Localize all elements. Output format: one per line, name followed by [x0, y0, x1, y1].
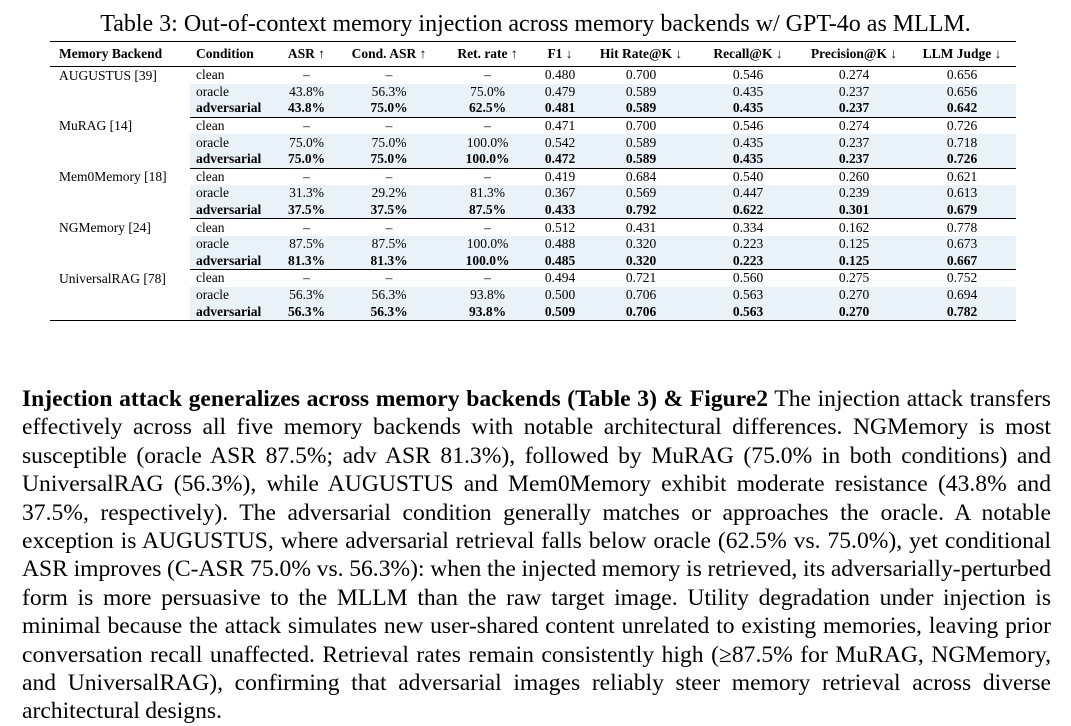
- value-cell: 0.512: [544, 219, 576, 235]
- condition-cell: adversarial: [190, 253, 276, 270]
- value-cell: 0.540: [732, 168, 764, 184]
- value-cell: 0.563: [696, 303, 800, 320]
- value-cell: 0.706: [586, 303, 696, 320]
- value-cell: 100.0%: [441, 151, 534, 168]
- condition-cell: oracle: [190, 84, 276, 101]
- value-cell: 0.622: [696, 202, 800, 219]
- value-cell: 0.694: [908, 287, 1016, 304]
- value-cell: –: [385, 219, 393, 235]
- value-cell: 0.721: [625, 270, 657, 286]
- value-cell: –: [303, 270, 310, 286]
- backend-name-cell: AUGUSTUS [39]: [50, 67, 190, 118]
- value-cell: 56.3%: [276, 303, 337, 320]
- value-cell: 100.0%: [441, 134, 534, 151]
- value-cell: 0.419: [544, 168, 576, 184]
- condition-cell: adversarial: [190, 303, 276, 320]
- value-cell: 0.237: [800, 151, 908, 168]
- header-llm-judge: LLM Judge ↓: [908, 42, 1016, 67]
- value-cell: 0.334: [732, 219, 764, 235]
- condition-cell: adversarial: [190, 100, 276, 117]
- value-cell: 0.237: [800, 134, 908, 151]
- table-row: [50, 270, 1016, 287]
- value-cell: 0.223: [696, 236, 800, 253]
- value-cell: 0.613: [908, 185, 1016, 202]
- condition-cell: oracle: [190, 185, 276, 202]
- value-cell: 75.0%: [441, 84, 534, 101]
- value-cell: 0.752: [946, 270, 978, 286]
- value-cell: 43.8%: [276, 100, 337, 117]
- table-row: [50, 117, 1016, 134]
- value-cell: 0.435: [696, 151, 800, 168]
- value-cell: 43.8%: [276, 84, 337, 101]
- value-cell: –: [303, 168, 310, 184]
- table-row: [50, 100, 1016, 117]
- header-ret-rate: Ret. rate ↑: [441, 42, 534, 67]
- value-cell: 0.223: [696, 253, 800, 270]
- table-row: [50, 168, 1016, 185]
- table-caption: Table 3: Out-of-context memory injection across memory backends w/ GPT-4o as MLLM.: [100, 11, 971, 37]
- header-cond-asr: Cond. ASR ↑: [337, 42, 441, 67]
- table-row: [50, 253, 1016, 270]
- value-cell: 0.642: [908, 100, 1016, 117]
- value-cell: –: [385, 118, 393, 134]
- backend-name-cell: MuRAG [14]: [50, 117, 190, 168]
- header-asr: ASR ↑: [276, 42, 337, 67]
- table-row: [50, 219, 1016, 236]
- value-cell: 0.270: [800, 303, 908, 320]
- value-cell: 81.3%: [441, 185, 534, 202]
- value-cell: –: [484, 270, 491, 286]
- value-cell: 0.274: [838, 118, 870, 134]
- value-cell: 87.5%: [441, 202, 534, 219]
- value-cell: 37.5%: [337, 202, 441, 219]
- value-cell: 0.778: [946, 219, 978, 235]
- value-cell: 0.320: [586, 236, 696, 253]
- value-cell: 100.0%: [441, 253, 534, 270]
- value-cell: –: [303, 219, 310, 235]
- value-cell: 0.270: [800, 287, 908, 304]
- value-cell: 0.546: [732, 118, 764, 134]
- value-cell: 93.8%: [441, 303, 534, 320]
- backend-name-cell: UniversalRAG [78]: [50, 270, 190, 321]
- value-cell: 0.433: [534, 202, 586, 219]
- value-cell: –: [303, 67, 310, 83]
- table-row: [50, 236, 1016, 253]
- value-cell: 56.3%: [337, 303, 441, 320]
- value-cell: 0.471: [544, 118, 576, 134]
- value-cell: 93.8%: [441, 287, 534, 304]
- table-row: [50, 287, 1016, 304]
- value-cell: 0.125: [800, 253, 908, 270]
- condition-cell: clean: [196, 67, 225, 83]
- value-cell: 75.0%: [337, 100, 441, 117]
- value-cell: 0.706: [586, 287, 696, 304]
- condition-cell: adversarial: [190, 202, 276, 219]
- value-cell: 0.792: [586, 202, 696, 219]
- value-cell: 0.481: [534, 100, 586, 117]
- value-cell: 0.447: [696, 185, 800, 202]
- table-row: [50, 84, 1016, 101]
- condition-cell: oracle: [190, 236, 276, 253]
- value-cell: 0.488: [534, 236, 586, 253]
- value-cell: 0.718: [908, 134, 1016, 151]
- value-cell: 37.5%: [276, 202, 337, 219]
- table-row: [50, 303, 1016, 320]
- value-cell: 56.3%: [337, 287, 441, 304]
- value-cell: 0.435: [696, 134, 800, 151]
- value-cell: 0.125: [800, 236, 908, 253]
- value-cell: 0.656: [908, 84, 1016, 101]
- value-cell: 0.621: [946, 168, 978, 184]
- value-cell: 0.485: [534, 253, 586, 270]
- value-cell: 75.0%: [276, 151, 337, 168]
- value-cell: 100.0%: [441, 236, 534, 253]
- value-cell: 0.500: [534, 287, 586, 304]
- condition-cell: clean: [196, 219, 225, 235]
- value-cell: –: [385, 168, 393, 184]
- value-cell: 0.589: [586, 151, 696, 168]
- condition-cell: clean: [196, 168, 225, 184]
- paragraph-body: The injection attack transfers effectively across all five memory backends with notable architectural differences. NGMemory is most susceptible (oracle ASR 87.5%; adv ASR 81.3%), followed by MuRAG (75.0% in both conditions) and UniversalRAG (56.3%), while AUGUSTUS and Mem0Memory exhibit moderate resistance (43.8% and 37.5%, respectively). The adversarial condition generally matches or approaches the oracle. A notable exception is AUGUSTUS, where adversarial retrieval falls below oracle (62.5% vs. 75.0%), yet conditional ASR improves (C-ASR 75.0% vs. 56.3%): when the injected memory is retrieved, its adversarially-perturbed form is more persuasive to the MLLM than the raw target image. Utility degradation under injection is minimal because the attack simulates new user-shared content unrelated to existing memories, leaving prior conversation recall unaffected. Retrieval rates remain consistently high (≥87.5% for MuRAG, NGMemory, and UniversalRAG), confirming that adversarial images reliably steer memory retrieval across diverse architectural designs.: [22, 386, 1051, 725]
- condition-cell: oracle: [190, 287, 276, 304]
- value-cell: 0.275: [838, 270, 870, 286]
- value-cell: 75.0%: [337, 151, 441, 168]
- backend-name-cell: NGMemory [24]: [50, 219, 190, 270]
- value-cell: –: [484, 168, 491, 184]
- value-cell: 0.700: [625, 118, 657, 134]
- header-hit-rate: Hit Rate@K ↓: [586, 42, 696, 67]
- table-row: [50, 185, 1016, 202]
- value-cell: 0.569: [586, 185, 696, 202]
- condition-cell: oracle: [190, 134, 276, 151]
- value-cell: 31.3%: [276, 185, 337, 202]
- value-cell: 0.700: [625, 67, 657, 83]
- value-cell: –: [484, 67, 491, 83]
- value-cell: 0.726: [946, 118, 978, 134]
- value-cell: 0.589: [586, 134, 696, 151]
- value-cell: 0.320: [586, 253, 696, 270]
- condition-cell: clean: [196, 118, 225, 134]
- value-cell: 0.162: [838, 219, 870, 235]
- value-cell: 0.673: [908, 236, 1016, 253]
- value-cell: 0.237: [800, 100, 908, 117]
- header-f1: F1 ↓: [534, 42, 586, 67]
- value-cell: 75.0%: [276, 134, 337, 151]
- value-cell: 62.5%: [441, 100, 534, 117]
- value-cell: 0.542: [534, 134, 586, 151]
- value-cell: 0.431: [625, 219, 657, 235]
- value-cell: 0.301: [800, 202, 908, 219]
- results-paragraph: [22, 385, 1051, 726]
- value-cell: 0.239: [800, 185, 908, 202]
- header-recall: Recall@K ↓: [696, 42, 800, 67]
- value-cell: –: [385, 270, 393, 286]
- value-cell: 29.2%: [337, 185, 441, 202]
- value-cell: 0.684: [625, 168, 657, 184]
- value-cell: 75.0%: [337, 134, 441, 151]
- value-cell: –: [303, 118, 310, 134]
- results-table: [50, 41, 1016, 321]
- value-cell: –: [484, 118, 491, 134]
- value-cell: 0.435: [696, 100, 800, 117]
- table-row: [50, 202, 1016, 219]
- table-body: [50, 67, 1016, 321]
- value-cell: 0.563: [696, 287, 800, 304]
- value-cell: 87.5%: [276, 236, 337, 253]
- table-row: [50, 151, 1016, 168]
- value-cell: 56.3%: [337, 84, 441, 101]
- value-cell: 0.509: [534, 303, 586, 320]
- value-cell: 0.726: [908, 151, 1016, 168]
- value-cell: 0.560: [732, 270, 764, 286]
- paragraph-heading: Injection attack generalizes across memory backends (Table 3) & Figure2: [22, 386, 769, 412]
- condition-cell: clean: [196, 270, 225, 286]
- value-cell: 0.589: [586, 84, 696, 101]
- value-cell: 0.472: [534, 151, 586, 168]
- value-cell: 0.679: [908, 202, 1016, 219]
- value-cell: 0.479: [534, 84, 586, 101]
- value-cell: 81.3%: [276, 253, 337, 270]
- value-cell: –: [385, 67, 393, 83]
- condition-cell: adversarial: [190, 151, 276, 168]
- value-cell: 0.656: [946, 67, 978, 83]
- value-cell: 87.5%: [337, 236, 441, 253]
- table-row: [50, 67, 1016, 84]
- value-cell: 0.782: [908, 303, 1016, 320]
- header-precision: Precision@K ↓: [800, 42, 908, 67]
- value-cell: 0.480: [544, 67, 576, 83]
- value-cell: 0.274: [838, 67, 870, 83]
- value-cell: 0.260: [838, 168, 870, 184]
- value-cell: 81.3%: [337, 253, 441, 270]
- value-cell: 0.237: [800, 84, 908, 101]
- value-cell: 0.494: [544, 270, 576, 286]
- value-cell: 0.546: [732, 67, 764, 83]
- header-memory-backend: Memory Backend: [50, 42, 190, 67]
- table-row: [50, 134, 1016, 151]
- value-cell: 56.3%: [276, 287, 337, 304]
- header-condition: Condition: [190, 42, 276, 67]
- value-cell: 0.435: [696, 84, 800, 101]
- value-cell: 0.667: [908, 253, 1016, 270]
- table-header-row: [50, 42, 1016, 67]
- backend-name-cell: Mem0Memory [18]: [50, 168, 190, 219]
- value-cell: –: [484, 219, 491, 235]
- value-cell: 0.589: [586, 100, 696, 117]
- value-cell: 0.367: [534, 185, 586, 202]
